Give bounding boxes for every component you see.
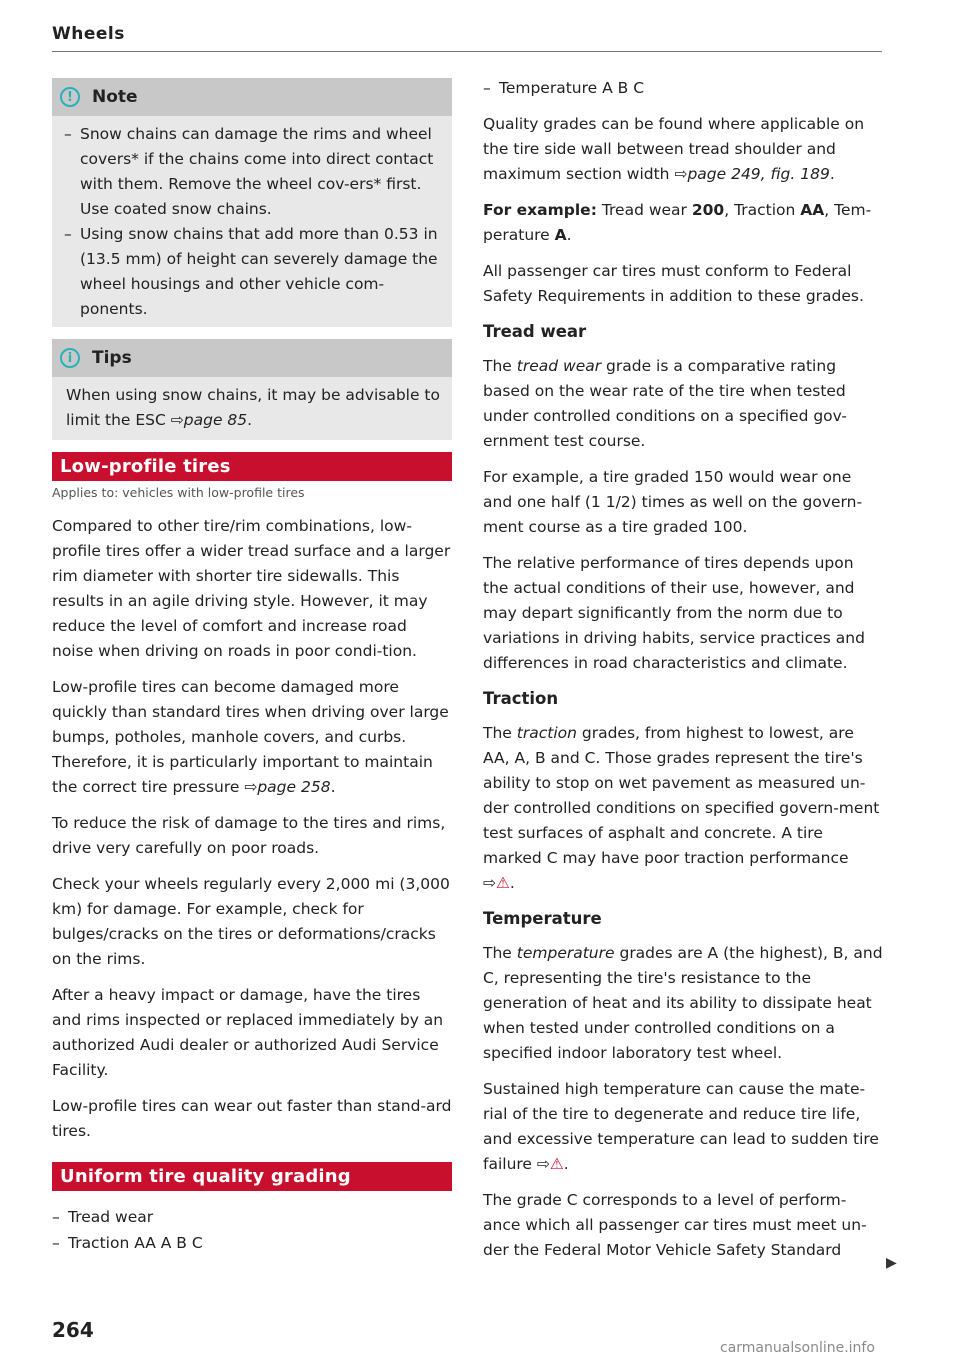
paragraph: Compared to other tire/rim combinations, low-profile tires offer a wider tread surface and a larger rim diameter with shorter tire sidewalls. This results in an agile driving style. However, it may reduce the level of comfort and increase road noise when driving on roads in poor condi-tion. [52, 517, 451, 660]
info-icon: i [60, 348, 80, 368]
section-heading-utqg: Uniform tire quality grading [52, 1162, 452, 1191]
paragraph: Sustained high temperature can cause the mate-rial of the tire to degenerate and reduce tire life, and excessive temperature can lead to sudden tire failure ⇨⚠. [483, 1080, 879, 1173]
arrow-right-icon: ⇨ [674, 165, 688, 183]
note-box-title: Note [92, 87, 138, 107]
paragraph: All passenger car tires must conform to Federal Safety Requirements in addition to these grades. [483, 262, 864, 305]
header-divider [52, 51, 882, 52]
note-box-body [52, 116, 452, 327]
paragraph: Check your wheels regularly every 2,000 mi (3,000 km) for damage. For example, check for bulges/cracks on the tires or deformations/cracks on the rims. [52, 875, 450, 968]
list-item: – Snow chains can damage the rims and wheel covers* if the chains come into direct contact with them. Remove the wheel cov-ers* first. Use coated snow chains. [64, 125, 434, 218]
grade-list [52, 1205, 452, 1256]
arrow-right-icon: ⇨ [483, 874, 496, 892]
tips-text: When using snow chains, it may be advisable to limit the ESC ⇨page 85. [66, 386, 440, 429]
page-header-title: Wheels [52, 24, 125, 44]
paragraph: The temperature grades are A (the highest), B, and C, representing the tire's resistance to the generation of heat and its ability to dissipate heat when tested under controlled conditions on a specified indoor laboratory test wheel. [483, 944, 883, 1062]
arrow-right-icon: ⇨ [244, 778, 258, 796]
paragraph: After a heavy impact or damage, have the tires and rims inspected or replaced immediately by an authorized Audi dealer or authorized Audi Service Facility. [52, 986, 444, 1079]
page-reference-link[interactable]: page 249, fig. 189 [687, 165, 830, 183]
applies-to-note: Applies to: vehicles with low-profile tires [52, 485, 305, 500]
list-item: – Tread wear [52, 1208, 154, 1226]
tips-box [52, 339, 452, 440]
paragraph: The tread wear grade is a comparative rating based on the wear rate of the tire when tested under controlled conditions on a specified gov-ernment test course. [483, 357, 848, 450]
watermark: carmanualsonline.info [720, 1340, 875, 1356]
page-number: 264 [52, 1318, 94, 1342]
tips-box-body [52, 377, 452, 440]
subheading-tread-wear: Tread wear [483, 322, 587, 341]
arrow-right-icon: ⇨ [536, 1155, 550, 1173]
left-column [52, 78, 452, 1257]
section-heading-low-profile: Low-profile tires [52, 452, 452, 481]
page-header [52, 24, 882, 44]
warning-icon[interactable]: ⚠ [549, 1155, 564, 1173]
paragraph: The grade C corresponds to a level of perform-ance which all passenger car tires must meet un-der the Federal Motor Vehicle Safety Standard [483, 1191, 867, 1259]
list-item: – Traction AA A B C [52, 1234, 203, 1252]
paragraph: Quality grades can be found where applicable on the tire side wall between tread shoulder and maximum section width ⇨page 249, fig. 189. [483, 115, 865, 183]
list-item: – Using snow chains that add more than 0.53 in (13.5 mm) of height can severely damage the wheel housings and other vehicle com-ponents. [64, 225, 438, 318]
continue-arrow-icon: ▶ [886, 1255, 897, 1271]
page-reference-link[interactable]: page 258 [257, 778, 331, 796]
arrow-right-icon: ⇨ [170, 411, 184, 429]
paragraph: Low-profile tires can wear out faster than stand-ard tires. [52, 1097, 452, 1140]
subheading-temperature: Temperature [483, 909, 602, 928]
paragraph: For example, a tire graded 150 would wear one and one half (1 1/2) times as well on the govern-ment course as a tire graded 100. [483, 468, 863, 536]
paragraph: For example: Tread wear 200, Traction AA, Tem-perature A. [483, 201, 872, 244]
warning-icon[interactable]: ⚠ [496, 874, 510, 892]
right-column [483, 76, 883, 1274]
paragraph: To reduce the risk of damage to the tires and rims, drive very carefully on poor roads. [52, 814, 446, 857]
tips-box-header [52, 339, 452, 377]
paragraph: The traction grades, from highest to lowest, are AA, A, B and C. Those grades represent the tire's ability to stop on wet pavement as measured un-der controlled conditions on specified govern-ment test surfaces of asphalt and concrete. A tire marked C may have poor traction performance ⇨⚠. [483, 724, 880, 892]
tips-box-title: Tips [92, 348, 132, 368]
exclamation-icon: ! [60, 87, 80, 107]
list-item: – Temperature A B C [483, 79, 645, 97]
note-box [52, 78, 452, 327]
paragraph: The relative performance of tires depends upon the actual conditions of their use, however, and may depart significantly from the norm due to variations in driving habits, service practices and differences in road characteristics and climate. [483, 554, 865, 672]
note-box-header [52, 78, 452, 116]
page-reference-link[interactable]: page 85 [183, 411, 248, 429]
subheading-traction: Traction [483, 689, 559, 708]
paragraph: Low-profile tires can become damaged more quickly than standard tires when driving over large bumps, potholes, manhole covers, and curbs. Therefore, it is particularly important to maintain the correct tire pressure ⇨page 258. [52, 678, 449, 796]
